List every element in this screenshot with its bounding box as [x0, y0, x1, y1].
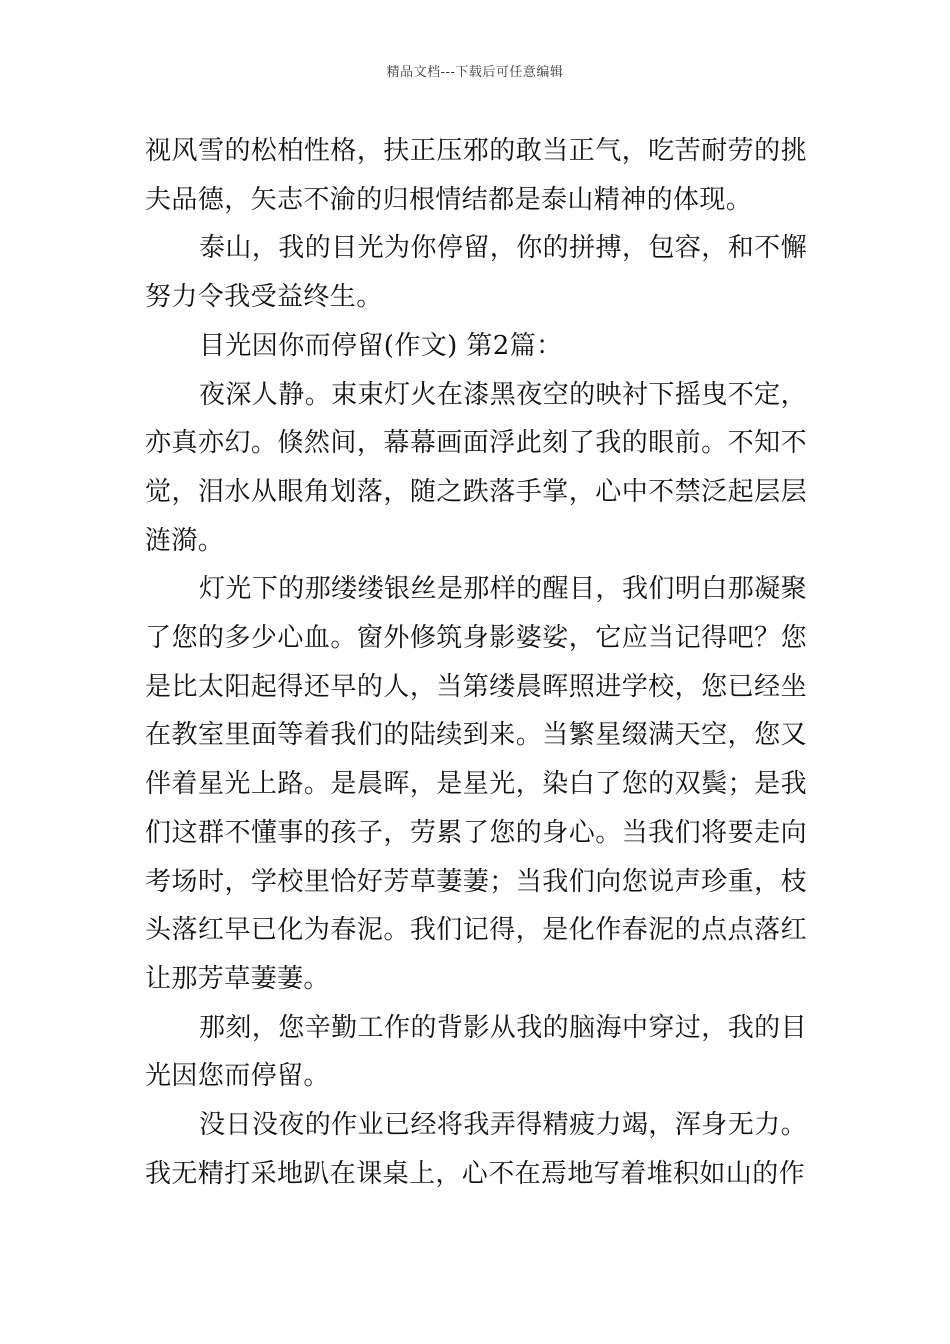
- paragraph-6: 没日没夜的作业已经将我弄得精疲力竭，浑身无力。我无精打采地趴在课桌上，心不在焉地写着堆积如山的作: [145, 1110, 807, 1189]
- paragraph-3: 夜深人静。束束灯火在漆黑夜空的映衬下摇曳不定，亦真亦幻。倏然间，幕幕画面浮此刻了我的眼前。不知不觉，泪水从眼角划落，随之跌落手掌，心中不禁泛起层层涟漪。: [145, 379, 807, 556]
- section-heading: 目光因你而停留(作文) 第2篇：: [199, 330, 563, 361]
- paragraph-2: 泰山，我的目光为你停留，你的拼搏，包容，和不懈努力令我受益终生。: [145, 233, 807, 313]
- paragraph-4: 灯光下的那缕缕银丝是那样的醒目，我们明白那凝聚了您的多少心血。窗外修筑身影婆娑，它应当记得吧？您是比太阳起得还早的人，当第缕晨晖照进学校，您已经坐在教室里面等着我们的陆续到来。当繁星缀满天空，您又伴着星光上路。是晨晖，是星光，染白了您的双鬓；是我们这群不懂事的孩子，劳累了您的身心。当我们将要走向考场时，学校里恰好芳草萋萋；当我们向您说声珍重，枝头落红早已化为春泥。我们记得，是化作春泥的点点落红让那芳草萋萋。: [145, 574, 807, 994]
- page-header: 精品文档---下载后可任意编辑: [386, 65, 564, 80]
- document-body: [145, 127, 807, 1198]
- paragraph-5: 那刻，您辛勤工作的背影从我的脑海中穿过，我的目光因您而停留。: [145, 1012, 807, 1092]
- paragraph-1: 视风雪的松柏性格，扶正压邪的敢当正气，吃苦耐劳的挑夫品德，矢志不渝的归根情结都是泰山精神的体现。: [145, 136, 807, 215]
